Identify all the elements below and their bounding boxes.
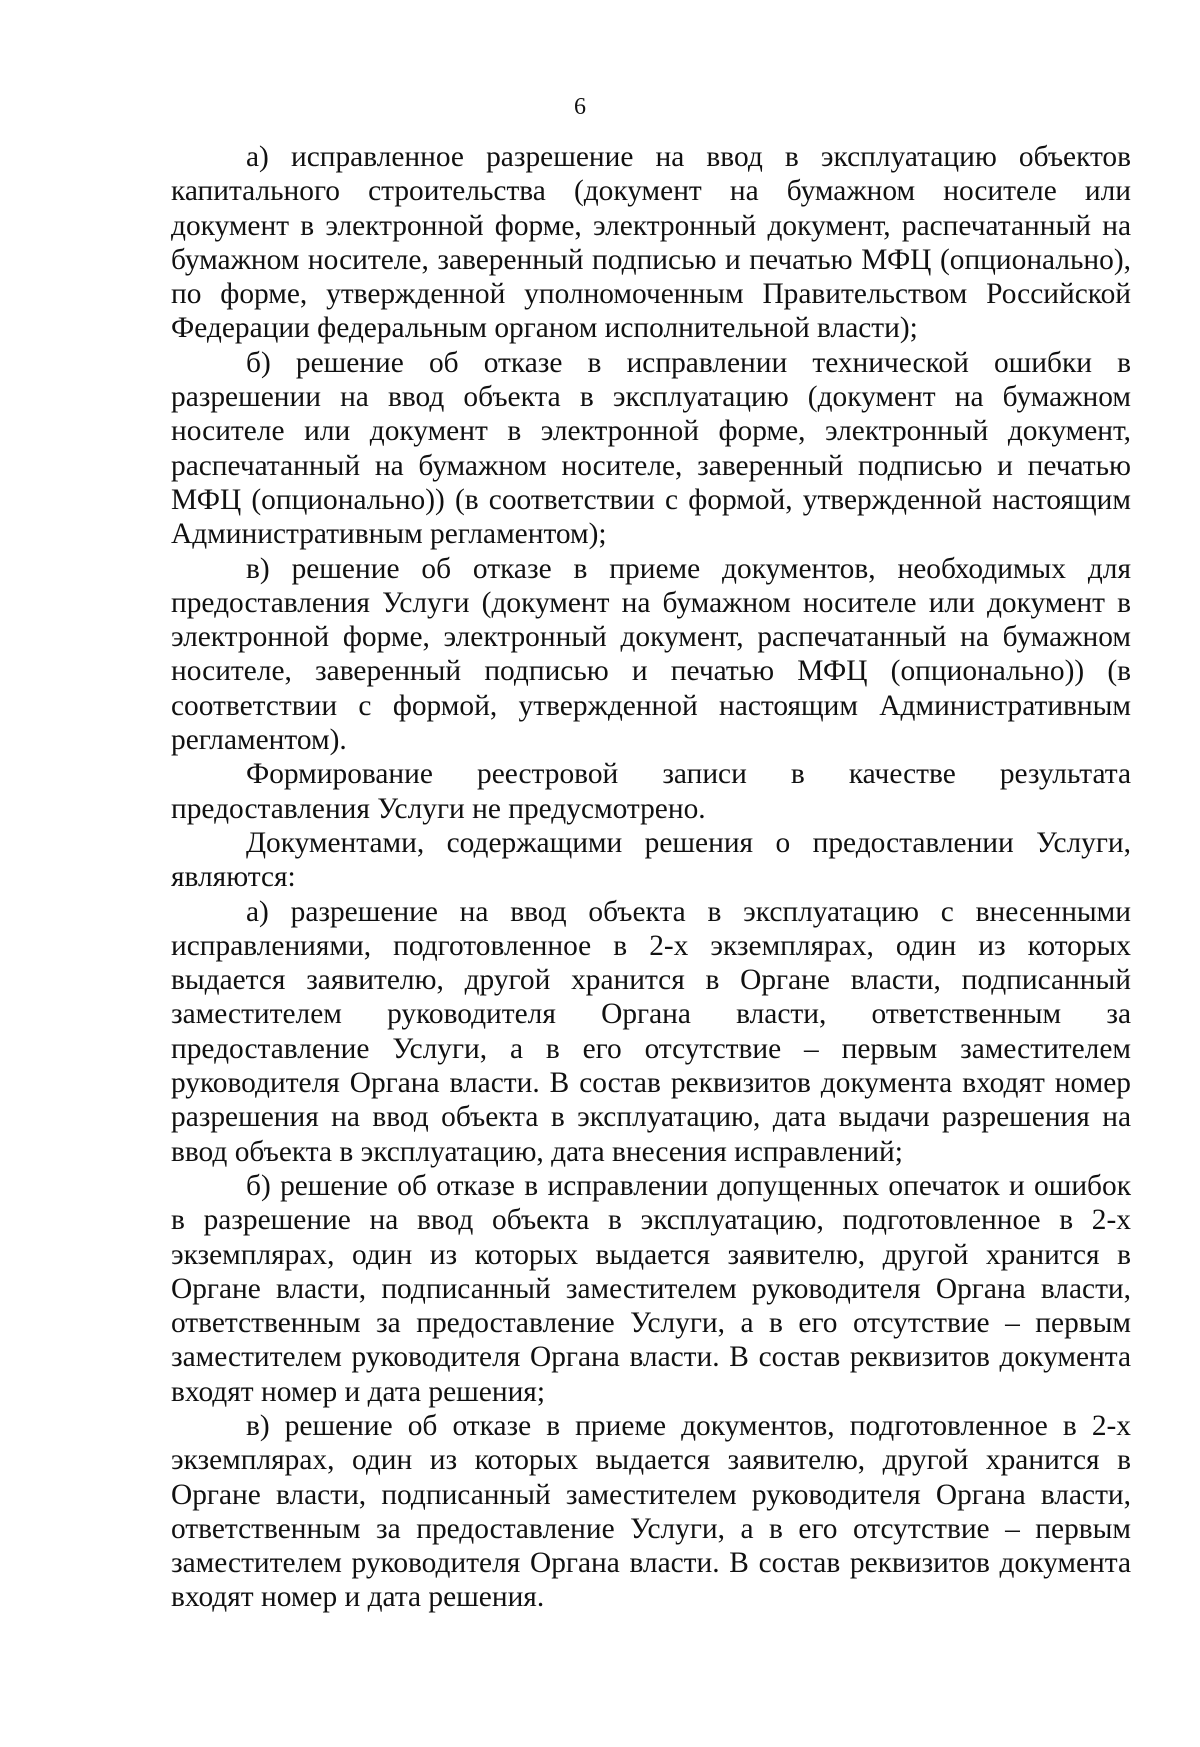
paragraph-decision-permit: а) разрешение на ввод объекта в эксплуатацию с внесенными исправлениями, подготовленное в 2-х экземплярах, один из которых выдается заявителю, другой хранится в Органе власти, подписанный заместителем руководителя Органа власти, ответственным за предоставление Услуги, а в его отсутствие – первым заместителем руководителя Органа власти. В состав реквизитов документа входят номер разрешения на ввод объекта в эксплуатацию, дата выдачи разрешения на ввод объекта в эксплуатацию, дата внесения исправлений;: [171, 895, 1131, 1168]
paragraph-result-refusal-correction: б) решение об отказе в исправлении технической ошибки в разрешении на ввод объекта в эксплуатацию (документ на бумажном носителе или документ в электронной форме, электронный документ, распечатанный на бумажном носителе, заверенный подписью и печатью МФЦ (опционально)) (в соответствии с формой, утвержденной настоящим Административным регламентом);: [171, 346, 1131, 551]
paragraph-decision-refusal-acceptance: в) решение об отказе в приеме документов, подготовленное в 2-х экземплярах, один из которых выдается заявителю, другой хранится в Органе власти, подписанный заместителем руководителя Органа власти, ответственным за предоставление Услуги, а в его отсутствие – первым заместителем руководителя Органа власти. В состав реквизитов документа входят номер и дата решения.: [171, 1409, 1131, 1614]
paragraph-registry-record: Формирование реестровой записи в качестве результата предоставления Услуги не предусмотрено.: [171, 758, 1131, 825]
paragraph-result-corrected-permit: а) исправленное разрешение на ввод в эксплуатацию объектов капитального строительства (документ на бумажном носителе или документ в электронной форме, электронный документ, распечатанный на бумажном носителе, заверенный подписью и печатью МФЦ (опционально), по форме, утвержденной уполномоченным Правительством Российской Федерации федеральным органом исполнительной власти);: [171, 141, 1131, 345]
document-body: [171, 140, 1131, 1615]
page-number: 6: [574, 94, 586, 120]
paragraph-decision-refusal-correction: б) решение об отказе в исправлении допущенных опечаток и ошибок в разрешение на ввод объекта в эксплуатацию, подготовленное в 2-х экземплярах, один из которых выдается заявителю, другой хранится в Органе власти, подписанный заместителем руководителя Органа власти, ответственным за предоставление Услуги, а в его отсутствие – первым заместителем руководителя Органа власти. В состав реквизитов документа входят номер и дата решения;: [171, 1169, 1131, 1408]
paragraph-result-refusal-acceptance: в) решение об отказе в приеме документов, необходимых для предоставления Услуги (документ на бумажном носителе или документ в электронной форме, электронный документ, распечатанный на бумажном носителе, заверенный подписью и печатью МФЦ (опционально)) (в соответствии с формой, утвержденной настоящим Административным регламентом).: [171, 552, 1131, 757]
paragraph-decision-documents-intro: Документами, содержащими решения о предоставлении Услуги, являются:: [171, 826, 1131, 894]
